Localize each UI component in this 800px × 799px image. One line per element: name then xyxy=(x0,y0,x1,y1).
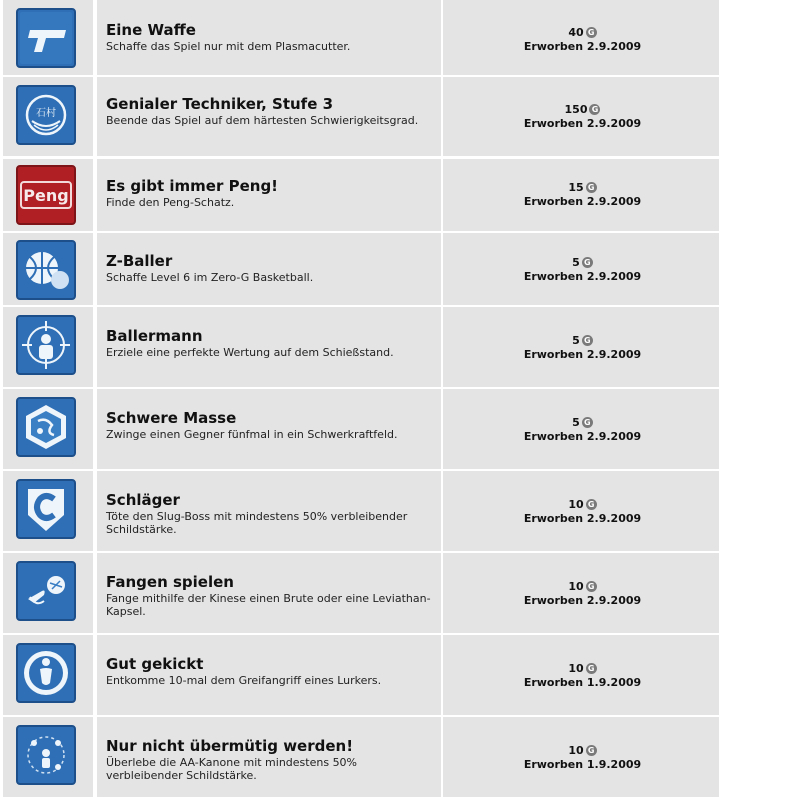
achievement-points: 5 G xyxy=(443,256,722,270)
achievement-description: Überlebe die AA-Kanone mit mindestens 50% verbleibender Schildstärke. xyxy=(106,756,358,782)
achievement-points: 150 G xyxy=(443,103,722,117)
achievement-title: Eine Waffe xyxy=(106,21,196,39)
achievement-earned-date: Erworben 2.9.2009 xyxy=(523,512,642,525)
seal-icon xyxy=(16,85,76,145)
achievement-points: 10 G xyxy=(443,498,722,512)
achievement-title: Fangen spielen xyxy=(106,573,234,591)
achievement-icon-cell xyxy=(3,159,93,231)
achievement-row xyxy=(0,717,719,797)
gamerscore-icon: G xyxy=(586,745,597,756)
gamerscore-icon: G xyxy=(582,257,593,268)
achievement-description: Beende das Spiel auf dem härtesten Schwierigkeitsgrad. xyxy=(106,114,419,127)
achievement-description: Fange mithilfe der Kinese einen Brute oder eine Leviathan-Kapsel. xyxy=(106,592,431,618)
achievement-points: 10 G xyxy=(443,744,722,758)
achievement-title: Schläger xyxy=(106,491,180,509)
gamerscore-icon: G xyxy=(586,499,597,510)
kinesis-icon xyxy=(16,561,76,621)
achievement-row xyxy=(0,553,719,633)
circle-figure-icon xyxy=(16,643,76,703)
achievement-title: Z-Baller xyxy=(106,252,173,270)
achievement-description: Erziele eine perfekte Wertung auf dem Schießstand. xyxy=(106,346,394,359)
shield-c-icon xyxy=(16,479,76,539)
peng-sign-icon xyxy=(16,165,76,225)
achievement-title: Schwere Masse xyxy=(106,409,237,427)
gamerscore-icon: G xyxy=(582,417,593,428)
plasma-cutter-icon xyxy=(16,8,76,68)
achievement-row xyxy=(0,389,719,469)
crosshair-target-icon xyxy=(16,315,76,375)
achievement-icon-cell xyxy=(3,0,93,75)
achievement-description: Finde den Peng-Schatz. xyxy=(106,196,235,209)
achievement-earned-date: Erworben 2.9.2009 xyxy=(523,40,642,53)
aa-cannon-icon xyxy=(16,725,76,785)
gamerscore-icon: G xyxy=(586,581,597,592)
achievement-title: Es gibt immer Peng! xyxy=(106,177,279,195)
achievement-earned-date: Erworben 2.9.2009 xyxy=(523,270,642,283)
achievement-icon-cell xyxy=(3,635,93,715)
achievement-row xyxy=(0,471,719,551)
achievement-earned-date: Erworben 2.9.2009 xyxy=(523,117,642,130)
achievement-title: Ballermann xyxy=(106,327,203,345)
achievement-earned-date: Erworben 2.9.2009 xyxy=(523,195,642,208)
gamerscore-icon: G xyxy=(586,663,597,674)
achievement-points: 5 G xyxy=(443,416,722,430)
achievement-description: Schaffe Level 6 im Zero-G Basketball. xyxy=(106,271,314,284)
achievement-earned-date: Erworben 2.9.2009 xyxy=(523,594,642,607)
gamerscore-icon: G xyxy=(589,104,600,115)
achievement-points: 15 G xyxy=(443,181,722,195)
achievement-icon-cell xyxy=(3,471,93,551)
achievement-description: Entkomme 10-mal dem Greifangriff eines Lurkers. xyxy=(106,674,382,687)
achievement-icon-cell xyxy=(3,553,93,633)
seal-label: 石村 xyxy=(36,108,56,119)
achievement-description: Töte den Slug-Boss mit mindestens 50% verbleibender Schildstärke. xyxy=(106,510,408,536)
achievement-points: 5 G xyxy=(443,334,722,348)
achievement-earned-date: Erworben 1.9.2009 xyxy=(523,758,642,771)
achievement-points: 40 G xyxy=(443,26,722,40)
achievement-title: Gut gekickt xyxy=(106,655,204,673)
achievement-earned-date: Erworben 2.9.2009 xyxy=(523,348,642,361)
gravity-hexagon-icon xyxy=(16,397,76,457)
achievement-icon-cell xyxy=(3,77,93,156)
achievement-icon-cell xyxy=(3,233,93,305)
achievement-icon-cell xyxy=(3,717,93,797)
achievement-row xyxy=(0,233,719,305)
achievement-title: Nur nicht übermütig werden! xyxy=(106,737,354,755)
gamerscore-icon: G xyxy=(582,335,593,346)
achievement-row xyxy=(0,307,719,387)
achievement-icon-cell xyxy=(3,389,93,469)
achievement-description: Zwinge einen Gegner fünfmal in ein Schwerkraftfeld. xyxy=(106,428,398,441)
peng-sign-label: Peng xyxy=(23,186,69,205)
achievement-points: 10 G xyxy=(443,662,722,676)
achievement-points: 10 G xyxy=(443,580,722,594)
achievement-icon-cell xyxy=(3,307,93,387)
achievement-row xyxy=(0,635,719,715)
achievement-earned-date: Erworben 2.9.2009 xyxy=(523,430,642,443)
gamerscore-icon: G xyxy=(586,27,597,38)
achievement-description: Schaffe das Spiel nur mit dem Plasmacutter. xyxy=(106,40,351,53)
gamerscore-icon: G xyxy=(586,182,597,193)
achievement-row xyxy=(0,77,719,156)
achievement-earned-date: Erworben 1.9.2009 xyxy=(523,676,642,689)
achievement-row xyxy=(0,159,719,231)
achievement-title: Genialer Techniker, Stufe 3 xyxy=(106,95,334,113)
basketball-icon xyxy=(16,240,76,300)
achievement-row xyxy=(0,0,719,75)
